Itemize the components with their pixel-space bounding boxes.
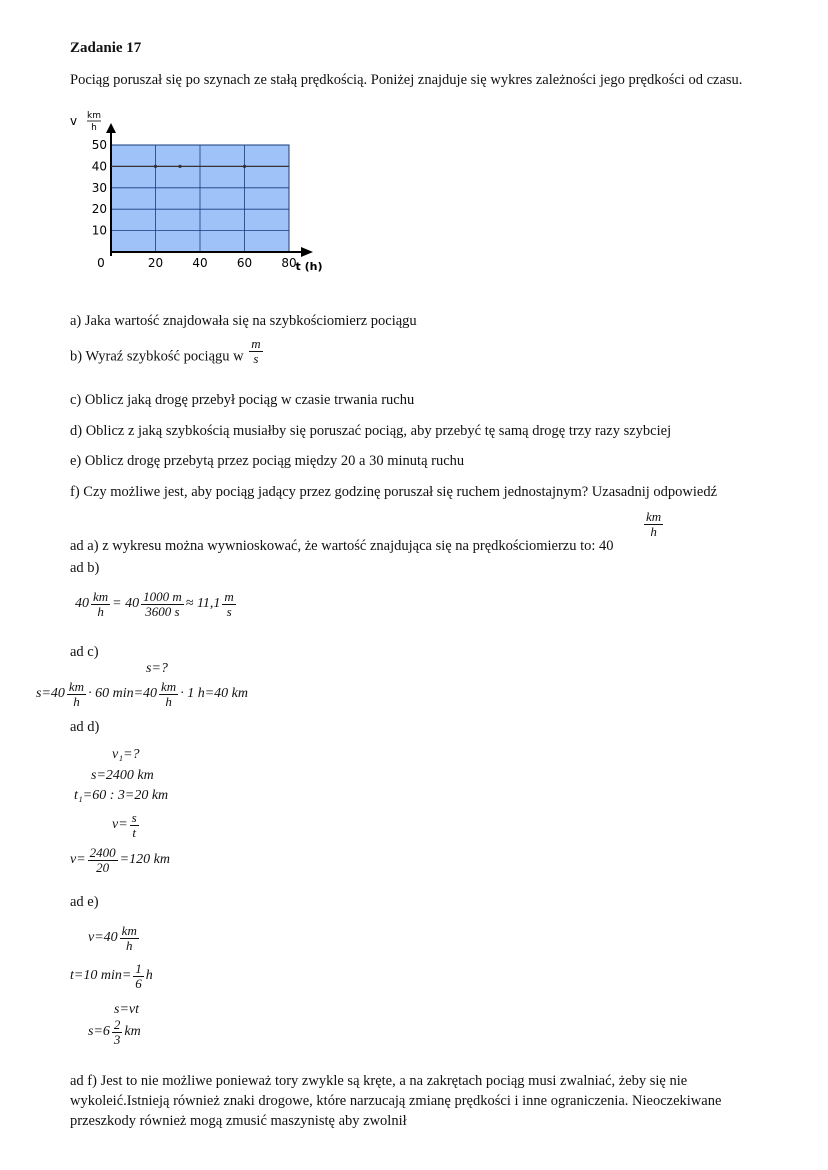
b-frac1-num: km [93,589,109,604]
x-tick-label: 0 [97,256,105,270]
data-point [243,165,246,168]
d-frac-res-den: 20 [96,859,110,875]
answer-c-label: ad c) [70,644,99,660]
e-v-value: v=40 [88,930,118,946]
e-result-whole: s=6 [88,1024,110,1040]
question-b-unit [249,337,262,365]
answer-a-unit-num: km [646,509,662,524]
c-eq-part3: · 1 h=40 km [180,686,248,702]
x-tick-label: 80 [281,256,297,270]
answer-c-equation [36,680,248,708]
d-frac-res-num: 2400 [89,845,116,860]
answer-b-equation [75,590,238,618]
b-frac1-den: h [97,603,104,619]
question-b-unit-den: s [253,350,259,366]
c-frac1-den: h [73,693,80,709]
y-axis-arrow [106,123,116,133]
answer-a-unit [644,510,663,538]
answer-a-unit-den: h [650,523,657,539]
c-frac1 [67,680,86,708]
c-frac2 [159,680,178,708]
x-tick-label: 20 [147,256,164,270]
d-v1: v₁=? [112,747,140,762]
b-eq-part3: ≈ 11,1 [185,596,221,612]
e-result [88,1018,141,1046]
b-eq-part2: = 40 [112,596,140,612]
answer-a [70,538,614,555]
b-eq-part1: 40 [75,596,89,612]
b-frac3-num: m [224,589,234,604]
question-c: c) Oblicz jaką drogę przebył pociąg w czasie trwania ruchu [70,392,415,408]
data-point [178,165,181,168]
b-frac3-den: s [226,603,232,619]
d-frac-st-num: s [131,810,137,825]
question-b [70,336,265,371]
y-tick-label: 40 [91,159,107,174]
answer-d-label: ad d) [70,719,100,735]
b-frac2-num: 1000 m [143,589,182,604]
y-tick-label: 30 [91,180,107,195]
e-frac-v-den: h [126,937,133,953]
d-result-v: v= [70,852,86,868]
y-axis-label-num: km [87,111,101,121]
e-frac-res-den: 3 [113,1031,121,1047]
question-b-text: b) Wyraź szybkość pociągu w [70,348,244,365]
page-title: Zadanie 17 [70,40,142,56]
c-eq-part2: · 60 min=40 [88,686,158,702]
answer-b-label: ad b) [70,560,100,576]
x-tick-label: 60 [236,256,253,270]
e-frac-v-num: km [121,923,137,938]
e-result-unit: km [124,1024,141,1040]
c-frac2-den: h [165,693,172,709]
velocity-time-chart [60,105,340,280]
d-t1: t₁=60 : 3=20 km [74,788,169,803]
x-axis-label: t (h) [295,260,323,273]
b-frac2-den: 3600 s [145,603,180,619]
answer-f: ad f) Jest to nie możliwe ponieważ tory zwykle są kręte, a na zakrętach pociąg musi zwalniać, żeby się nie wykoleić.Istnieją również znaki drogowe, które narzucają zmianę prędkości i inne ograniczenia. Nieoczekiwane przeszkody również mogą zmusić maszynistę aby zwolnił [70,1073,722,1129]
d-formula [112,811,141,839]
e-frac-res [112,1018,123,1046]
question-f: f) Czy możliwe jest, aby pociąg jadący przez godzinę poruszał się ruchem jednostajnym? Uzasadnij odpowiedź [70,484,718,500]
e-frac-t-num: 1 [135,961,142,976]
d-result-value: =120 km [119,852,170,868]
intro-text: Pociąg poruszał się po szynach ze stałą prędkością. Poniżej znajduje się wykres zależności jego prędkości od czasu. [70,72,743,88]
answer-e-label: ad e) [70,894,99,910]
y-axis-label-den: h [91,123,97,133]
c-eq-part1: s=40 [36,686,65,702]
e-t-value: t=10 min= [70,968,132,984]
y-axis-label-v: v [70,114,78,128]
d-frac-st-den: t [132,824,137,840]
e-t [70,962,153,990]
d-frac-st [130,811,139,839]
c-frac2-num: km [161,679,177,694]
question-a: a) Jaka wartość znajdowała się na szybkościomierz pociągu [70,313,417,329]
e-v [88,924,141,952]
d-s: s=2400 km [91,768,154,783]
e-frac-v [120,924,139,952]
x-axis-arrow [301,247,313,257]
y-tick-label: 20 [91,202,107,217]
data-point [154,165,157,168]
e-frac-t [133,962,144,990]
b-frac2 [141,590,184,618]
d-frac-res [88,846,118,874]
question-d: d) Oblicz z jaką szybkością musiałby się poruszać pociąg, aby przebyć tę samą drogę trzy razy szybciej [70,423,672,439]
answer-a-text: ad a) z wykresu można wywnioskować, że wartość znajdująca się na prędkościomierzu to: 40 [70,538,614,554]
c-s-unknown: s=? [146,661,168,676]
question-b-unit-num: m [251,336,261,351]
y-tick-label: 50 [91,138,107,152]
b-frac3 [222,590,235,618]
b-frac1 [91,590,110,618]
y-tick-label: 10 [91,223,107,238]
c-frac1-num: km [68,679,85,694]
e-t-unit: h [145,968,153,984]
e-svt: s=vt [114,1002,139,1017]
d-formula-v: v= [112,817,128,833]
e-frac-res-num: 2 [113,1017,121,1032]
question-e: e) Oblicz drogę przebytą przez pociąg między 20 a 30 minutą ruchu [70,453,465,469]
x-tick-label: 40 [192,256,208,270]
d-result [70,846,170,874]
e-frac-t-den: 6 [135,975,142,991]
